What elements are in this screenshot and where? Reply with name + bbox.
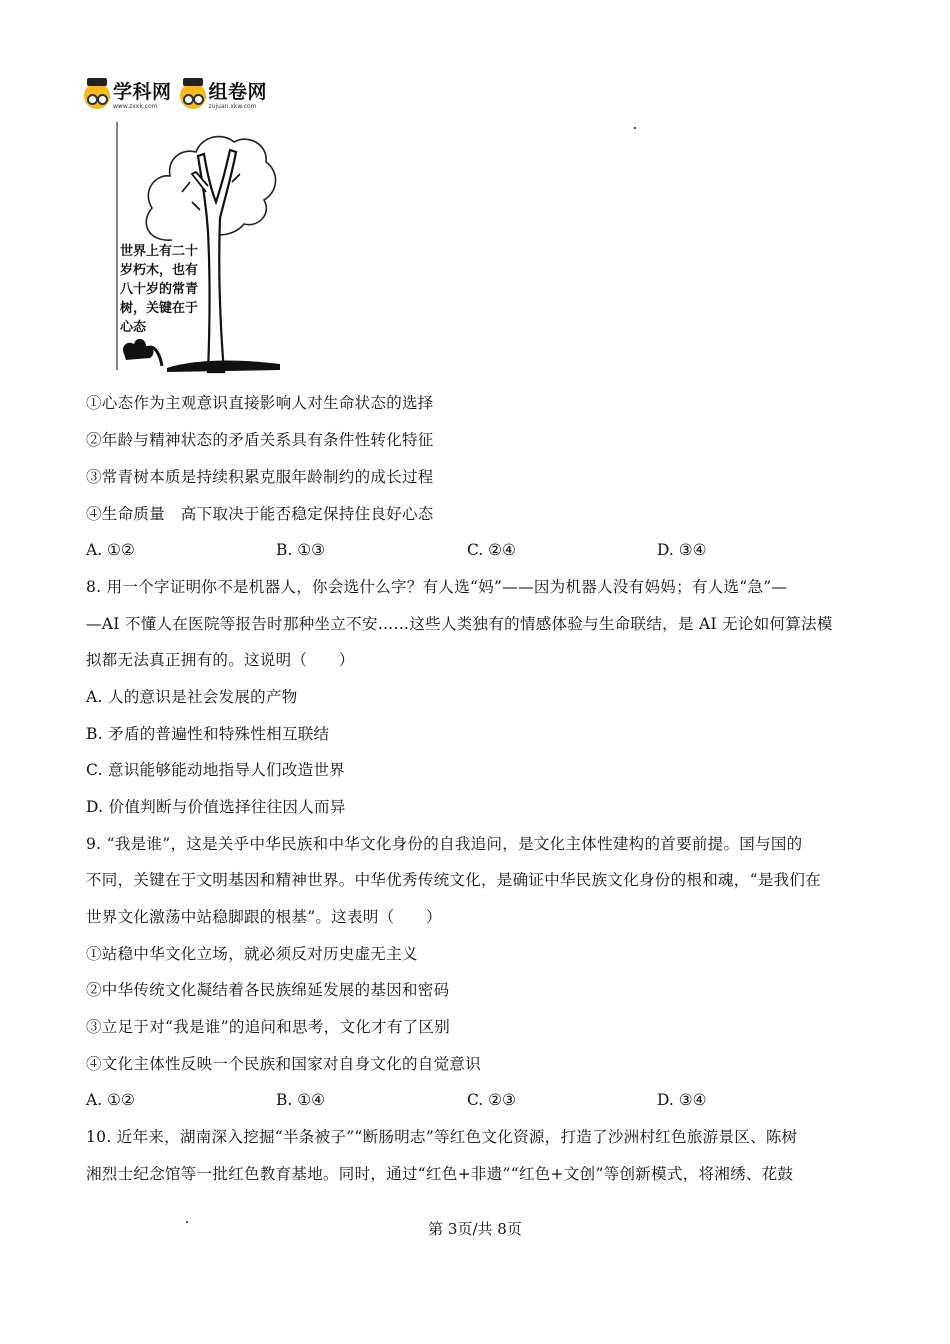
mascot-face-icon	[84, 83, 110, 109]
q10-stem-line-1: 10. 近年来，湖南深入挖掘“半条被子”“断肠明志”等红色文化资源，打造了沙洲村红色旅游景区、陈树	[86, 1128, 798, 1146]
q9-item-4: ④文化主体性反映一个民族和国家对自身文化的自觉意识	[86, 1055, 482, 1073]
q7-item-3: ③常青树本质是持续积累克服年龄制约的成长过程	[86, 468, 434, 486]
zxxk-logo	[84, 80, 172, 110]
zujuan-logo	[180, 80, 268, 110]
q8-stem-line-1: 8. 用一个字证明你不是机器人，你会选什么字？有人选“妈”——因为机器人没有妈妈；有人选“急”—	[86, 578, 788, 596]
q9-stem-line-1: 9. “我是谁”，这是关乎中华民族和中华文化身份的自我追问，是文化主体性建构的首要前提。国与国的	[86, 835, 803, 853]
q7-option-d[interactable]: D. ③④	[657, 541, 707, 559]
q8-option-c[interactable]: C. 意识能够能动地指导人们改造世界	[86, 761, 346, 779]
q7-item-4: ④生命质量 高下取决于能否稳定保持住良好心态	[86, 505, 434, 523]
logo-url: www.zxxk.com	[113, 102, 158, 110]
q7-item-1: ①心态作为主观意识直接影响人对生命状态的选择	[86, 394, 434, 412]
q9-option-d[interactable]: D. ③④	[657, 1091, 707, 1109]
q9-option-b[interactable]: B. ①④	[276, 1091, 326, 1109]
q9-option-c[interactable]: C. ②③	[467, 1091, 516, 1109]
q9-item-3: ③立足于对“我是谁”的追问和思考，文化才有了区别	[86, 1018, 451, 1036]
q9-item-1: ①站稳中华文化立场，就必须反对历史虚无主义	[86, 945, 418, 963]
q8-option-a[interactable]: A. 人的意识是社会发展的产物	[86, 688, 298, 706]
q7-option-a[interactable]: A. ①②	[86, 541, 135, 559]
figure-caption: 世界上有二十岁朽木，也有八十岁的常青树，关键在于心态	[120, 241, 202, 338]
q7-option-c[interactable]: C. ②④	[467, 541, 516, 559]
page-number: 第 3页/共 8页	[428, 1220, 522, 1238]
q9-item-2: ②中华传统文化凝结着各民族绵延发展的基因和密码	[86, 981, 450, 999]
q9-stem-line-3: 世界文化激荡中站稳脚跟的根基”。这表明（ ）	[86, 908, 442, 926]
header-logos	[84, 80, 267, 112]
stray-dot	[634, 127, 636, 129]
logo-url: zujuan.xkw.com	[208, 102, 257, 110]
logo-name: 组卷网	[208, 80, 268, 103]
q7-item-2: ②年龄与精神状态的矛盾关系具有条件性转化特征	[86, 431, 434, 449]
q10-stem-line-2: 湘烈士纪念馆等一批红色教育基地。同时，通过“红色+非遗”“红色+文创”等创新模式，将湘绣、花鼓	[86, 1165, 794, 1183]
cartoon-figure	[112, 122, 284, 374]
mascot-face-icon	[180, 83, 206, 109]
q7-option-b[interactable]: B. ①③	[276, 541, 326, 559]
q8-stem-line-2: —AI 不懂人在医院等报告时那种坐立不安……这些人类独有的情感体验与生命联结，是 AI 无论如何算法模	[86, 615, 833, 633]
logo-name: 学科网	[113, 80, 172, 103]
q9-stem-line-2: 不同，关键在于文明基因和精神世界。中华优秀传统文化，是确证中华民族文化身份的根和魂，“是我们在	[86, 871, 822, 889]
q8-option-b[interactable]: B. 矛盾的普遍性和特殊性相互联结	[86, 725, 330, 743]
q8-option-d[interactable]: D. 价值判断与价值选择往往因人而异	[86, 798, 346, 816]
q8-stem-line-3: 拟都无法真正拥有的。这说明（ ）	[86, 651, 355, 669]
q9-option-a[interactable]: A. ①②	[86, 1091, 135, 1109]
